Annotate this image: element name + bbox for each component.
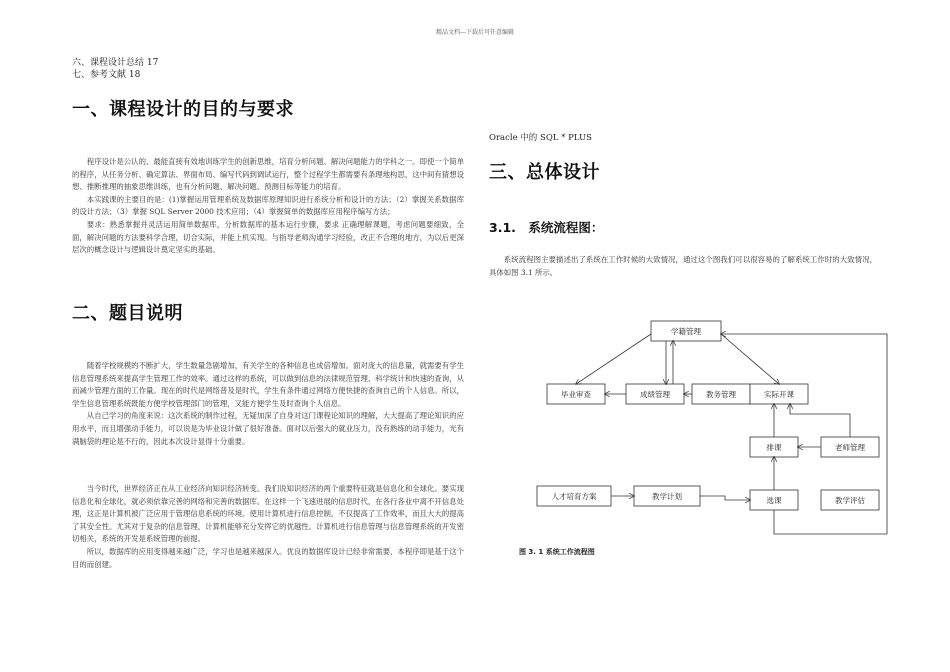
section2-paragraph: 所以，数据库的应用变得越来越广泛，学习也是越来越深入。优良的数据库设计已经非常需要，本程序即是基于这个目的而创建。	[72, 546, 464, 569]
section2-title: 二、题目说明	[72, 303, 183, 324]
subsection-3-1-title: 3.1. 系统流程图：	[489, 220, 604, 235]
toc-item-6: 六、课程设计总结 17	[72, 58, 159, 68]
section2-body	[72, 360, 464, 448]
edge-xuji-biye	[576, 334, 651, 384]
flowchart-caption: 图 3. 1 系统工作流程图	[519, 548, 595, 556]
section1-paragraph: 要求：熟悉掌握并灵活运用简单数据库，分析数据库的基本运行步骤，要求 正确理解课题，考虑问题要细致，全面，解决问题的方法要科学合理，切合实际，并能上机实现。与指导老师沟通学习经验，改正不合理的地方，为以后更深层次的概念设计与逻辑设计奠定坚实的基础。	[72, 219, 464, 255]
section1-paragraph: 程序设计是公认的、最能直接有效地训练学生的创新思维，培育分析问题、解决问题能力的学科之一。即使一个简单的程序，从任务分析、确定算法、界面布局、编写代码到调试运行，整个过程学生都需要有条理地构思，这中间有猜想设想、推断推理的抽象思维训练，也有分析问题、解决问题、预测目标等能力的培育。	[72, 157, 464, 192]
node-chengji: 成绩管理	[640, 390, 670, 399]
header-note: 精品文档---下载后可任意编辑	[435, 29, 515, 36]
edge-xuji-shijian	[721, 334, 779, 384]
node-shijian: 实际开课	[764, 390, 794, 399]
section2-paragraph: 从自己学习的角度来说：这次系统的制作过程，无疑加深了自身对这门课程论知识的理解，大大提高了理论知识的应用水平，而且增强动手能力，可以说是为毕业设计做了很好准备。面对以后强大的就业压力，没有熟练的动手能力，光有满脑袋的理论是不行的，因此本次设计显得十分重要。	[72, 411, 464, 446]
section2-paragraph: 随着学校规模的不断扩大，学生数量急剧增加，有关学生的各种信息也成倍增加。面对庞大的信息量，就需要有学生信息管理系统来提高学生管理工作的效率。通过这样的系统，可以做到信息的法律规范管理、科学统计和快速的查询，从而减少管理方面的工作量。现在的时代是网络普及是时代，学生有条件通过网络方便快捷的查询自己的个人信息。所以，学生信息管理系统既能方便学校管理部门的管理，又能方便学生及时查询个人信息。	[72, 361, 464, 408]
section3-title: 三、总体设计	[489, 162, 600, 183]
flowchart	[525, 310, 895, 550]
section1-paragraph: 本实践课的主要目的是：(1)掌握运用管理系统及数据库原理知识进行系统分析和设计的方法；（2）掌握关系数据库的设计方法；（3）掌握 SQL Server 2000 技术应用；（4）掌握简单的数据库应用程序编写方法；	[72, 194, 464, 217]
node-biye: 毕业审查	[561, 390, 591, 399]
node-pinggu: 教学评估	[835, 496, 865, 505]
oracle-line: Oracle 中的 SQL * PLUS	[489, 133, 592, 143]
node-rencai: 人才培育方案	[551, 492, 597, 501]
node-xuanke: 选课	[766, 496, 782, 505]
edge-jihua-xuanke	[700, 496, 750, 500]
node-jihua: 教学计划	[652, 492, 682, 501]
node-paike: 排课	[766, 443, 782, 452]
subsection-3-1-paragraph: 系统流程图主要描述出了系统在工作时候的大致情况，通过这个图我们可以很容易的了解系统工作时的大致情况，具体如图 3.1 所示。	[489, 255, 877, 277]
section1-title: 一、课程设计的目的与要求	[72, 99, 294, 120]
node-laoshi: 老师管理	[835, 443, 865, 452]
section2-body-continued	[72, 483, 464, 571]
node-jiaowu: 教务管理	[706, 390, 736, 399]
section2-paragraph: 当今时代，世界经济正在从工业经济向知识经济转变。我们说知识经济的两个重要特征就是信息化和全球化。要实现信息化和全球化，就必须依靠完善的网络和完善的数据库。在这样一个飞速进展的信息时代，在各行各业中离不开信息处理，这正是计算机被广泛应用于管理信息系统的环境。使用计算机进行信息控制，不仅提高了工作效率，而且大大的提高了其安全性。尤其对于复杂的信息管理，计算机能够充分发挥它的优越性。计算机进行信息管理与信息管理系统的开发密切相关，系统的开发是系统管理的前提。	[72, 484, 464, 544]
section1-body	[72, 156, 464, 257]
subsection-3-1-text	[489, 254, 877, 279]
edge-laoshi-shijian	[790, 404, 850, 437]
flowchart-svg	[525, 310, 895, 546]
toc-item-7: 七、参考文献 18	[72, 70, 141, 80]
node-xuji: 学籍管理	[671, 327, 701, 336]
